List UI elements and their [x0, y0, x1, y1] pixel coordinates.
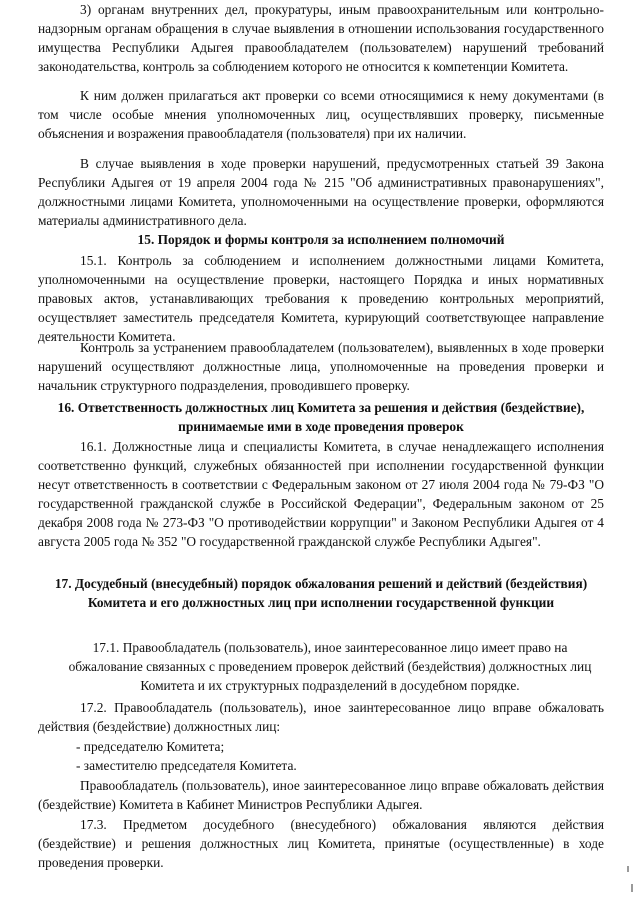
paragraph-attachment: К ним должен прилагаться акт проверки со всеми относящимися к нему документами (в том числе особые мнения уполномоченных лиц, осуществлявших проверку, письменные объяснения и возражения правообладателя (пользователя) при их наличии. — [38, 88, 604, 142]
paragraph-17-1: 17.1. Правообладатель (пользователь), иное заинтересованное лицо имеет право на обжалование связанных с проведением проверок действий (бездействия) должностных лиц Комитета и их структурных подразделений в досудебном порядке. — [68, 640, 592, 694]
list-item-deputy: - заместителю председателя Комитета. — [76, 758, 297, 773]
section-17-heading: 17. Досудебный (внесудебный) порядок обжалования решений и действий (бездействия) Комитета и его должностных лиц при исполнении государственной функции — [54, 576, 588, 611]
paragraph-17-2-cabinet: Правообладатель (пользователь), иное заинтересованное лицо вправе обжаловать действия (бездействие) Комитета в Кабинет Министров Республики Адыгея. — [38, 778, 604, 813]
scan-speck — [631, 884, 633, 892]
paragraph-16-1: 16.1. Должностные лица и специалисты Комитета, в случае ненадлежащего исполнения соответственно функций, служебных обязанностей при исполнении государственной функции несут ответственность в соответствии с Федеральным законом от 27 июля 2004 года № 79-ФЗ "О государственной гражданской службе в Российской Федерации", Федеральным законом от 25 декабря 2008 года № 273-ФЗ "О противодействии коррупции" и Законом Республики Адыгея от 4 августа 2005 года № 352 "О государственной гражданской службе Республики Адыгея". — [38, 439, 604, 550]
list-item-chairman: - председателю Комитета; — [76, 739, 225, 754]
section-15-heading: 15. Порядок и формы контроля за исполнением полномочий — [137, 232, 505, 247]
scan-speck — [627, 866, 629, 872]
paragraph-clause-3: 3) органам внутренних дел, прокуратуры, иным правоохранительным или контрольно-надзорным органам обращения в случае выявления в отношении использования государственного имущества Республики Адыгея правообладателем (пользователем) нарушений требований законодательства, контроль за соблюдением которого не относится к компетенции Комитета. — [38, 2, 604, 75]
section-16-heading: 16. Ответственность должностных лиц Комитета за решения и действия (бездействие), принимаемые ими в ходе проведения проверок — [57, 400, 585, 435]
paragraph-violations: В случае выявления в ходе проверки нарушений, предусмотренных статьей 39 Закона Республики Адыгея от 19 апреля 2004 года № 215 "Об административных правонарушениях", должностными лицами Комитета, уполномоченными на осуществление проверки, оформляются материалы административного дела. — [38, 156, 604, 229]
paragraph-17-3: 17.3. Предметом досудебного (внесудебного) обжалования являются действия (бездействие) и решения должностных лиц Комитета, принятые (осуществленные) в ходе проведения проверки. — [38, 817, 604, 871]
paragraph-15-control: Контроль за устранением правообладателем (пользователем), выявленных в ходе проверки нарушений осуществляют должностные лица, уполномоченные на проведения проверки и начальник структурного подразделения, проводившего проверку. — [38, 340, 604, 394]
paragraph-15-1: 15.1. Контроль за соблюдением и исполнением должностными лицами Комитета, уполномоченными на осуществление проверки, настоящего Порядка и иных нормативных правовых актов, устанавливающих требования к проведению контрольных мероприятий, осуществляет заместитель председателя Комитета, курирующий соответствующее направление деятельности Комитета. — [38, 253, 604, 345]
paragraph-17-2: 17.2. Правообладатель (пользователь), иное заинтересованное лицо вправе обжаловать действия (бездействие) должностных лиц: — [38, 700, 604, 735]
